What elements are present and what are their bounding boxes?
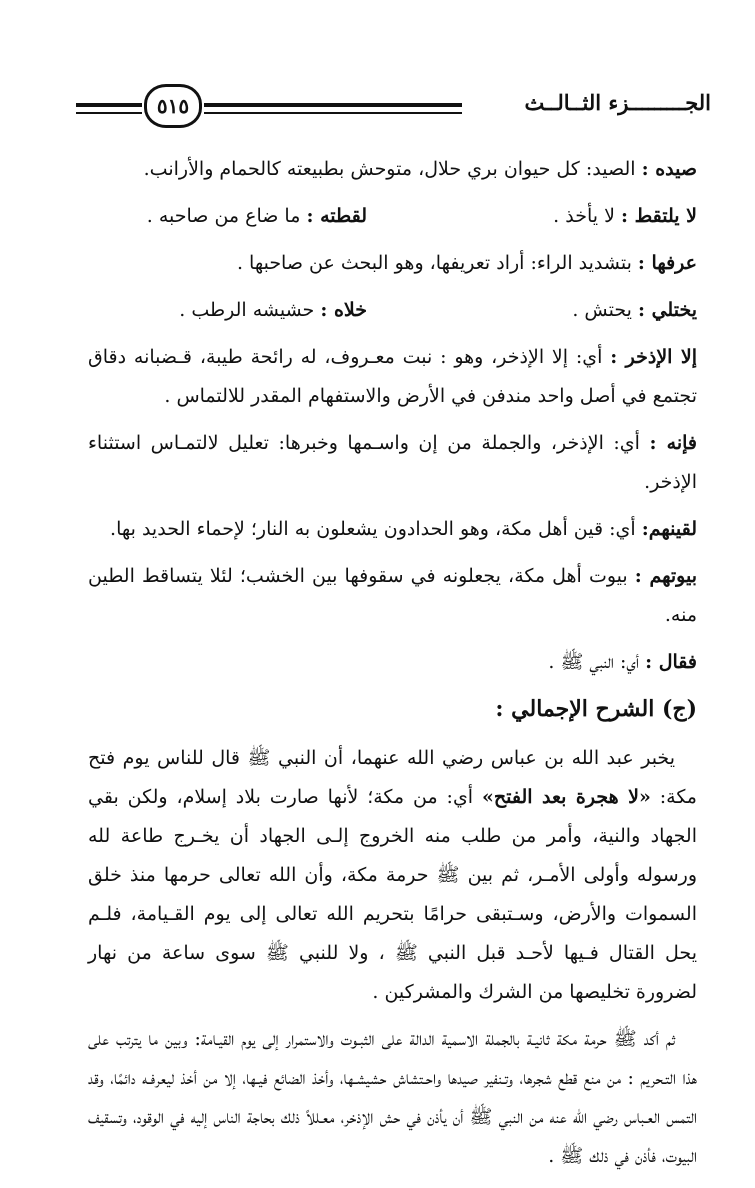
glossary-definition: الصيد: كل حيوان بري حلال، متوحش بطبيعته كالحمام والأرانب. xyxy=(143,158,636,180)
glossary-definition: لا يأخذ . xyxy=(553,205,615,227)
glossary-entry xyxy=(88,150,697,189)
glossary-term: إلا الإذخر : xyxy=(610,346,697,368)
glossary-term: بيوتهم : xyxy=(634,565,697,587)
glossary-entry xyxy=(88,338,697,416)
glossary-term: صيده : xyxy=(641,158,697,180)
glossary-term: عرفها : xyxy=(637,252,697,274)
section-heading: (ج) الشرح الإجمالي : xyxy=(495,696,697,722)
glossary-entry xyxy=(179,291,367,330)
summary-text: ثم أكد ﷺ حرمة مكة ثانيـة بالجملة الاسمية الدالة على الثبـوت والاستمرار إلى يوم القيـامة: وبين ما يترتب على هذا التـحريم : من منع قطع شجرها، وتـنفير صيدها واحـتشاش حشيشـها، وأخذ الضائع فيـها، إلا من أخذ ليعرفـه دائمًا، وقد التمس العـباس رضي الله عنه من النبي ﷺ أن يأذن في حش الإذخر، معـللاً ذلك بحاجة الناس إليه في الوقود، وتسقيف البيوت، فأذن في ذلك ﷺ . xyxy=(88,1028,697,1167)
glossary-definition: ما ضاع من صاحبه . xyxy=(146,205,301,227)
page-number-badge xyxy=(144,84,202,128)
summary-text: أي: من مكة؛ لأنها صارت بلاد إسلام، ولكن بقي الجهاد والنية، وأمر من طلب منه الخروج إلـى الجهاد أن يخـرج طاعة لله ورسوله وأولى الأمـر، ثم بين ﷺ حرمة مكة، وأن الله تعالى حرمها منذ خلق السموات والأرض، وسـتبقى حرامًا بتحريم الله تعالى إلى يوم القـيامة، فلـم يحل القتال فـيها لأحـد قبل النبي ﷺ ، ولا للنبي ﷺ سوى ساعة من نهار لضرورة تخليصها من الشرك والمشركين . xyxy=(88,786,697,1003)
glossary-definition: أي: النبي ﷺ . xyxy=(548,651,640,673)
glossary-definition: يحتش . xyxy=(572,299,632,321)
glossary-definition: أي: قين أهل مكة، وهو الحدادون يشعلون به النار؛ لإحماء الحديد بها. xyxy=(110,518,636,540)
glossary-definition: بتشديد الراء: أراد تعريفها، وهو البحث عن صاحبها . xyxy=(236,252,632,274)
part-title: الجـــــــــزء الثــالــث xyxy=(524,90,711,115)
summary-paragraph xyxy=(88,739,697,1012)
glossary-term: فإنه : xyxy=(649,432,697,454)
header-rule-right xyxy=(204,103,462,107)
glossary-term: فقال : xyxy=(645,651,697,673)
glossary-term: لقينهم: xyxy=(641,518,697,540)
glossary-definition: حشيشه الرطب . xyxy=(179,299,315,321)
glossary-entry xyxy=(88,424,697,502)
glossary-entry xyxy=(88,510,697,549)
glossary-entry xyxy=(367,291,697,330)
glossary-term: لا يلتقط : xyxy=(620,205,697,227)
header-rule-left-thin xyxy=(76,112,142,114)
glossary-entry xyxy=(88,557,697,635)
summary-paragraph xyxy=(88,1020,697,1176)
glossary-entry xyxy=(88,643,697,682)
glossary-definition: أي: الإذخر، والجملة من إن واسـمها وخبرها: تعليل لالتمـاس استثناء الإذخر. xyxy=(88,432,697,493)
summary-text: يخبر عبد الله بن عباس رضي الله عنهما، أن النبي ﷺ قال للناس يوم فتح مكة: xyxy=(88,747,697,808)
glossary-term: يختلي : xyxy=(637,299,697,321)
glossary-entry xyxy=(88,244,697,283)
hadith-quote: «لا هجرة بعد الفتح» xyxy=(482,786,651,808)
glossary-definition: بيوت أهل مكة، يجعلونه في سقوفها بين الخشب؛ لئلا يتساقط الطين منه. xyxy=(88,565,697,626)
page-number: ٥١٥ xyxy=(156,94,190,118)
glossary-entry-pair xyxy=(88,291,697,330)
page-body xyxy=(88,150,697,1184)
header-rule-left xyxy=(76,103,142,107)
header-rule-right-thin xyxy=(204,112,462,114)
page-header xyxy=(0,0,755,140)
glossary-entry xyxy=(367,197,697,236)
glossary-term: لقطته : xyxy=(306,205,367,227)
glossary-definition: أي: إلا الإذخر، وهو : نبت معـروف، له رائحة طيبة، قـضبانه دقاق تجتمع في أصل واحد مندفن في الأرض والاستفهام المقدر للالتماس . xyxy=(88,346,697,407)
glossary-entry-pair xyxy=(88,197,697,236)
glossary-entry xyxy=(147,197,367,236)
glossary-term: خلاه : xyxy=(320,299,367,321)
